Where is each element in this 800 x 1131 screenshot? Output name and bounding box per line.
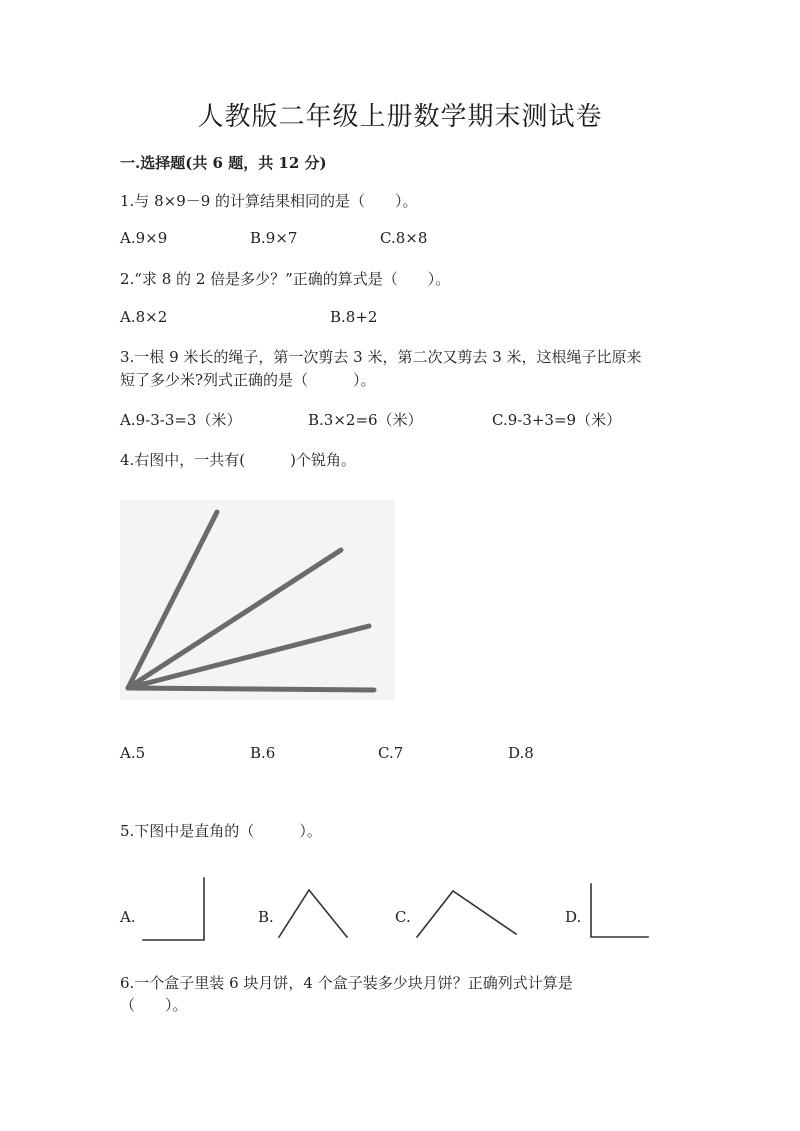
question-4-option-b: B.6 <box>250 744 276 762</box>
question-3-text-line2: 短了多少米?列式正确的是（ ）。 <box>120 371 376 389</box>
angle-a-shape <box>143 878 204 940</box>
page-title: 人教版二年级上册数学期末测试卷 <box>197 102 603 132</box>
question-4-text: 4.右图中，一共有( )个锐角。 <box>120 451 357 469</box>
question-6-text-line1: 6.一个盒子里装 6 块月饼，4 个盒子装多少块月饼？正确列式计算是 <box>120 974 573 992</box>
question-6-text-line2: （ ）。 <box>120 996 188 1014</box>
question-5-option-b: B. <box>258 908 274 926</box>
question-5-text: 5.下图中是直角的（ ）。 <box>120 822 322 840</box>
angle-d-shape <box>591 884 648 937</box>
question-3-option-c: C.9-3+3=9（米） <box>492 411 622 429</box>
figure-ray-3 <box>128 626 369 688</box>
question-1-text: 1.与 8×9－9 的计算结果相同的是（ ）。 <box>120 192 418 210</box>
question-4-option-d: D.8 <box>508 744 534 762</box>
angle-c-shape <box>417 891 516 937</box>
question-2-text: 2.“求 8 的 2 倍是多少？”正确的算式是（ ）。 <box>120 270 451 288</box>
question-2-option-b: B.8+2 <box>330 308 378 326</box>
question-2-option-a: A.8×2 <box>120 308 168 326</box>
section-heading: 一.选择题(共 6 题，共 12 分) <box>120 154 327 172</box>
angle-b-shape <box>279 890 347 937</box>
question-3-option-a: A.9-3-3=3（米） <box>120 411 242 429</box>
question-5-option-a: A. <box>120 908 136 926</box>
question-5-option-d: D. <box>565 908 582 926</box>
figure-ray-2 <box>128 550 341 688</box>
question-1-option-a: A.9×9 <box>120 229 168 247</box>
figure-ray-4 <box>128 688 374 690</box>
question-5-option-c: C. <box>395 908 411 926</box>
question-1-option-c: C.8×8 <box>380 229 428 247</box>
figure-background <box>120 500 395 700</box>
question-3-text-line1: 3.一根 9 米长的绳子，第一次剪去 3 米，第二次又剪去 3 米，这根绳子比原来 <box>120 348 642 366</box>
question-4-option-a: A.5 <box>120 744 146 762</box>
question-1-option-b: B.9×7 <box>250 229 298 247</box>
question-3-option-b: B.3×2=6（米） <box>308 411 423 429</box>
figure-ray-1 <box>128 512 217 688</box>
question-4-option-c: C.7 <box>378 744 404 762</box>
